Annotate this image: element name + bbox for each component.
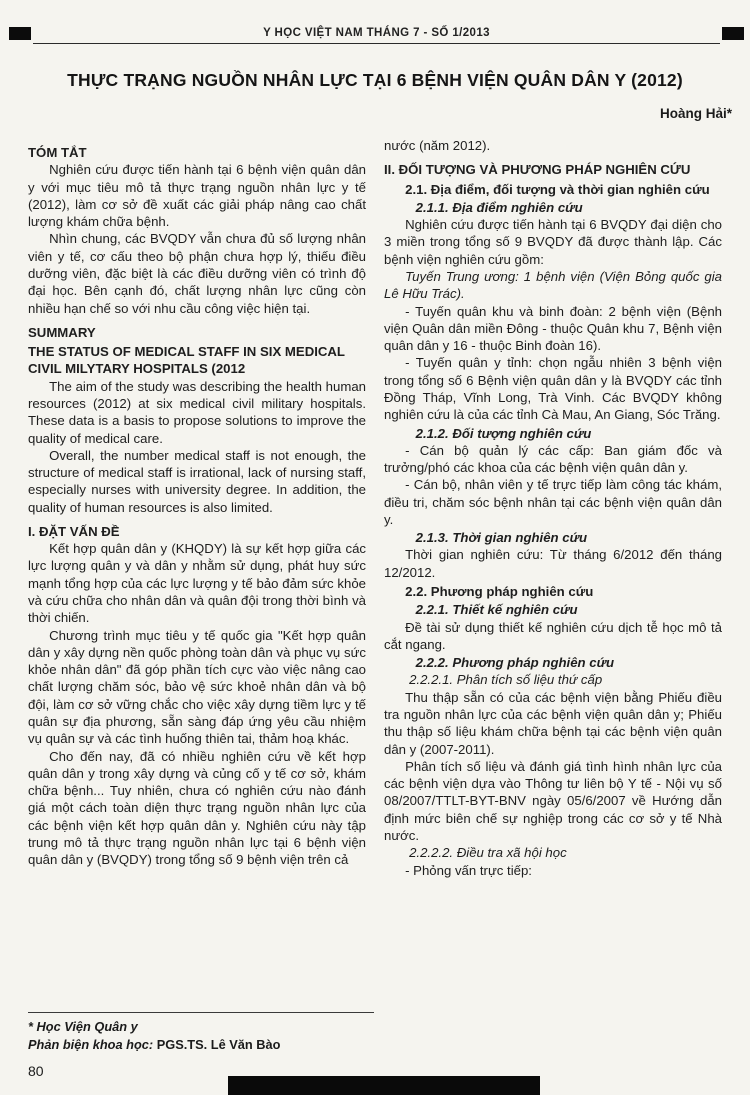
footnote-block xyxy=(28,1012,374,1053)
heading: 2.2.2.1. Phân tích số liệu thứ cấp xyxy=(409,672,603,688)
heading: 2.2.1. Thiết kế nghiên cứu xyxy=(415,602,578,618)
heading: THE STATUS OF MEDICAL STAFF IN SIX MEDICAL CIVIL MILYTARY HOSPITALS (2012 xyxy=(28,344,345,377)
paragraph: nước (năm 2012). xyxy=(384,138,491,153)
journal-title: Y HỌC VIỆT NAM THÁNG 7 - SỐ 1/2013 xyxy=(33,27,720,44)
paragraph: Thời gian nghiên cứu: Từ tháng 6/2012 đến tháng 12/2012. xyxy=(384,547,722,580)
page-number: 80 xyxy=(28,1063,44,1079)
heading: I. ĐẶT VẤN ĐỀ xyxy=(28,523,120,539)
left-column xyxy=(28,137,366,879)
paragraph: - Cán bộ, nhân viên y tế trực tiếp làm công tác khám, điều tri, chăm sóc bệnh nhân tại các bệnh viện quân dân y. xyxy=(384,477,722,527)
right-column xyxy=(384,137,722,879)
footnote-review-label: Phản biện khoa học: xyxy=(28,1036,154,1052)
heading: TÓM TẮT xyxy=(28,145,87,160)
heading: 2.1.2. Đối tượng nghiên cứu xyxy=(415,425,592,441)
heading: 2.2. Phương pháp nghiên cứu xyxy=(405,584,594,600)
paragraph: Tuyến Trung ương: 1 bệnh viện (Viện Bỏng quốc gia Lê Hữu Trác). xyxy=(384,268,722,302)
paragraph: Đề tài sử dụng thiết kế nghiên cứu dịch tễ học mô tả cắt ngang. xyxy=(384,619,722,652)
heading: 2.1. Địa điểm, đối tượng và thời gian nghiên cứu xyxy=(405,181,710,197)
author-name: Hoàng Hải* xyxy=(659,106,732,121)
article-title: THỰC TRẠNG NGUỒN NHÂN LỰC TẠI 6 BỆNH VIỆN QUÂN DÂN Y (2012) xyxy=(67,70,683,90)
paragraph: - Cán bộ quản lý các cấp: Ban giám đốc và trưởng/phó các khoa của các bệnh viện quân dân y. xyxy=(384,442,722,476)
heading: II. ĐỐI TƯỢNG VÀ PHƯƠNG PHÁP NGHIÊN CỨU xyxy=(384,162,691,178)
paragraph: Thu thập sẵn có của các bệnh viện bằng Phiếu điều tra nguồn nhân lực của các bệnh viện quân dân y; Phiếu thu thập số liệu khám chữa bệnh tại các bệnh viện quân dân y (2007-2011). xyxy=(384,689,722,757)
footnote-affiliation xyxy=(28,1018,374,1035)
heading: SUMMARY xyxy=(28,324,96,340)
paragraph: Kết hợp quân dân y (KHQDY) là sự kết hợp giữa các lực lượng quân y và dân y nhằm sử dụng, phát huy sức mạnh tổng hợp của các lực lượng y tế bảo đảm sức khỏe và cứu chữa cho nhân dân và quân đội trong thời bình và thời chiến. xyxy=(28,541,366,626)
heading: 2.2.2.2. Điều tra xã hội học xyxy=(409,845,567,861)
header-right-bar xyxy=(722,27,744,40)
paragraph: Nhìn chung, các BVQDY vẫn chưa đủ số lượng nhân viên y tế, cơ cấu theo bộ phận chưa hợp lý, thiếu điều dưỡng viên, đặc biệt là các điều dưỡng viên có trình độ đại học. Bên cạnh đó, chất lượng nhân lực cũng còn nhiều hạn chế so với nhu cầu công việc hiện tại. xyxy=(28,231,366,316)
heading: 2.1.1. Địa điểm nghiên cứu xyxy=(415,199,583,215)
footnote-affiliation-text: * Học Viện Quân y xyxy=(28,1019,138,1035)
two-column-body xyxy=(0,121,750,879)
paragraph: Chương trình mục tiêu y tế quốc gia "Kết hợp quân dân y xây dựng nền quốc phòng toàn dân và phục vụ sức khỏe nhân dân" đã góp phần tích cực vào việc nâng cao chất lượng chăm sóc, bảo vệ sức khoẻ nhân dân và bộ đội, làm cơ sở vững chắc cho việc xây dựng tiềm lực y tế quân sự địa phương, sẵn sàng đáp ứng yêu cầu nhiệm vụ quân sự và các tình huống thiên tai, thảm hoạ khác. xyxy=(28,627,366,747)
scan-artifact-bar xyxy=(228,1076,540,1095)
paragraph: Nghiên cứu được tiến hành tại 6 bệnh viện quân dân y với mục tiêu mô tả thực trạng nguồn nhân lực y tế (2012), làm cơ sở đề xuất các giải pháp nâng cao chất lượng khám chữa bệnh. xyxy=(28,162,366,230)
paragraph: Overall, the number medical staff is not enough, the structure of medical staff is irrational, lack of nursing staff, especially nurses with university degree. In addition, the quality of human resources is also limited. xyxy=(28,447,366,515)
footnote-review xyxy=(28,1036,374,1053)
heading: 2.1.3. Thời gian nghiên cứu xyxy=(415,530,588,546)
paragraph: Phân tích số liệu và đánh giá tình hình nhân lực của các bệnh viện dựa vào Thông tư liên bộ Y tế - Nội vụ số 08/2007/TTLT-BYT-BNV ngày 05/6/2007 về Hướng dẫn định mức biên chế sự nghiệp trong các cơ sở y tế Nhà nước. xyxy=(384,758,722,843)
journal-header xyxy=(0,0,750,44)
header-left-bar xyxy=(9,27,31,40)
paragraph: Cho đến nay, đã có nhiều nghiên cứu về kết hợp quân dân y trong xây dựng và củng cố y tế cơ sở, khám chữa bệnh... Tuy nhiên, chưa có nghiên cứu nào đánh giá một cách toàn diện thực trạng nguồn nhân lực của các bệnh viện kết hợp quân dân y. Nghiên cứu này tập trung mô tả thực trạng nguồn nhân lực tại 6 bệnh viện quân dân y (BVQDY) trong tổng số 9 bệnh viện trên cả xyxy=(28,748,366,868)
paragraph: The aim of the study was describing the health human resources (2012) at six medical civil military hospitals. These data is a basis to propose solutions to improve the quality of medical care. xyxy=(28,378,366,446)
heading: 2.2.2. Phương pháp nghiên cứu xyxy=(415,655,615,671)
paragraph: - Tuyến quân y tỉnh: chọn ngẫu nhiên 3 bệnh viện trong tổng số 6 Bệnh viện quân dân y là BVQDY các tỉnh Đồng Tháp, Vĩnh Long, Trà Vinh. Các BVQDY không nghiên cứu là của các tỉnh Cà Mau, An Giang, Sóc Trăng. xyxy=(384,355,722,423)
paragraph: - Phỏng vấn trực tiếp: xyxy=(405,862,532,878)
paragraph: Nghiên cứu được tiến hành tại 6 BVQDY đại diện cho 3 miền trong tổng số 9 BVQDY đã được thành lập. Các bệnh viện nghiên cứu gồm: xyxy=(384,217,722,267)
paragraph: - Tuyến quân khu và binh đoàn: 2 bệnh viện (Bệnh viện Quân dân miền Đông - thuộc Quân khu 7, Bệnh viện quân dân y 16 - thuộc Binh đoàn 16). xyxy=(384,303,722,354)
footnote-reviewer-name: PGS.TS. Lê Văn Bào xyxy=(156,1036,281,1052)
